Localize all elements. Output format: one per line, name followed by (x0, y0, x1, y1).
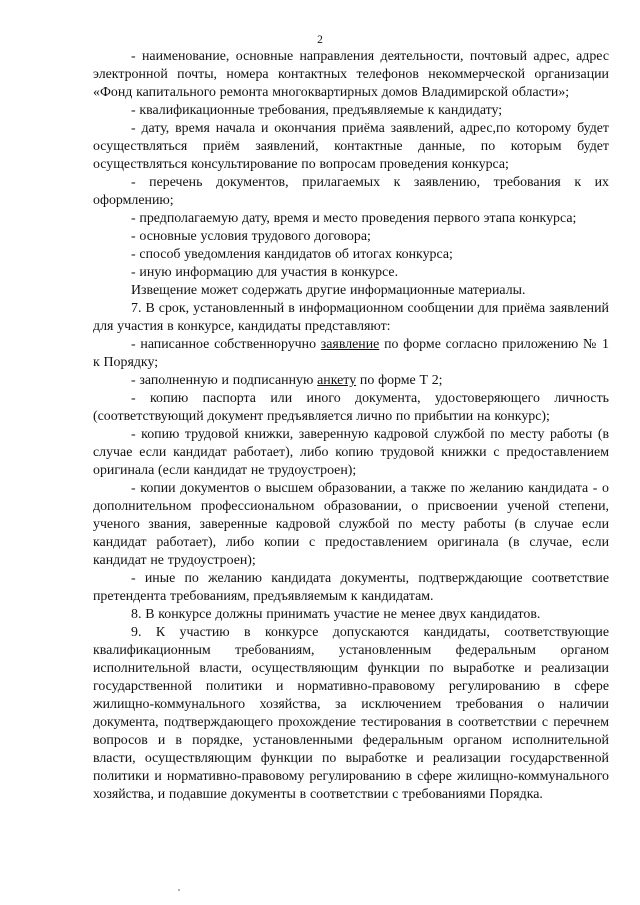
required-document-work-record-book: - копию трудовой книжки, заверенную кадровой службой по месту работы (в случае если кандидат работает), либо копию трудовой книжки с предоставлением оригинала (если кандидат не трудоустроен); (93, 427, 609, 478)
application-text-after: по форме согласно приложению № 1 к Порядку; (93, 337, 609, 370)
clause-9: 9. К участию в конкурсе допускаются кандидаты, соответствующие квалификационным требованиям, установленным федеральным органом исполнительной власти, осуществляющим функции по выработке и реализации государственной политики и нормативно-правовому регулированию в сфере жилищно-коммунального хозяйства, за исключением требования о наличии документа, подтверждающего прохождение тестирования в соответствии с перечнем вопросов и в порядке, установленными федеральным органом исполнительной власти, осуществляющим функции по выработке и реализации государственной политики и нормативно-правовому регулированию в сфере жилищно-коммунального хозяйства, и подавшие документы в соответствии с требованиями Порядка. (93, 625, 609, 802)
application-link[interactable]: заявление (320, 337, 380, 352)
notice-item-organization-details: - наименование, основные направления деятельности, почтовый адрес, адрес электронной почты, номера контактных телефонов некоммерческой организации «Фонд капитального ремонта многоквартирных домов Владимирской области»; (93, 49, 609, 100)
notice-item-qualification-requirements: - квалификационные требования, предъявляемые к кандидату; (131, 103, 503, 118)
required-document-application (93, 336, 609, 372)
questionnaire-link[interactable]: анкету (317, 373, 357, 388)
document-body (93, 48, 609, 804)
questionnaire-text-before: - заполненную и подписанную (131, 373, 318, 388)
notice-item-document-list: - перечень документов, прилагаемых к заявлению, требования к их оформлению; (93, 175, 609, 208)
required-document-education: - копии документов о высшем образовании, а также по желанию кандидата - о дополнительном профессиональном образовании, о присвоении ученой степени, ученого звания, заверенные кадровой службой по месту работы (в случае если кандидат работает), либо копии с предоставлением оригинала (в случае, если кандидат не трудоустроен); (93, 481, 609, 568)
notice-other-materials: Извещение может содержать другие информационные материалы. (131, 283, 526, 298)
required-document-passport: - копию паспорта или иного документа, удостоверяющего личность (соответствующий документ предъявляется лично по прибытии на конкурс); (93, 391, 609, 424)
notice-item-results-notification: - способ уведомления кандидатов об итогах конкурса; (131, 247, 453, 262)
required-document-other: - иные по желанию кандидата документы, подтверждающие соответствие претендента требованиям, предъявляемым к кандидатам. (93, 571, 609, 604)
notice-item-other-info: - иную информацию для участия в конкурсе. (131, 265, 399, 280)
clause-8: 8. В конкурсе должны принимать участие не менее двух кандидатов. (131, 607, 541, 622)
notice-item-first-stage: - предполагаемую дату, время и место проведения первого этапа конкурса; (131, 211, 577, 226)
scan-dot (178, 889, 180, 891)
notice-item-application-dates: - дату, время начала и окончания приёма заявлений, адрес,по которому будет осуществляться приём заявлений, контактные данные, по которым будет осуществляться консультирование по вопросам проведения конкурса; (93, 121, 609, 172)
clause-7: 7. В срок, установленный в информационном сообщении для приёма заявлений для участия в конкурсе, кандидаты представляют: (93, 301, 609, 334)
page-number: 2 (317, 34, 323, 46)
application-text-before: - написанное собственноручно (131, 337, 321, 352)
required-document-questionnaire (93, 372, 609, 390)
notice-item-employment-terms: - основные условия трудового договора; (131, 229, 371, 244)
questionnaire-text-after: по форме Т 2; (356, 373, 443, 388)
